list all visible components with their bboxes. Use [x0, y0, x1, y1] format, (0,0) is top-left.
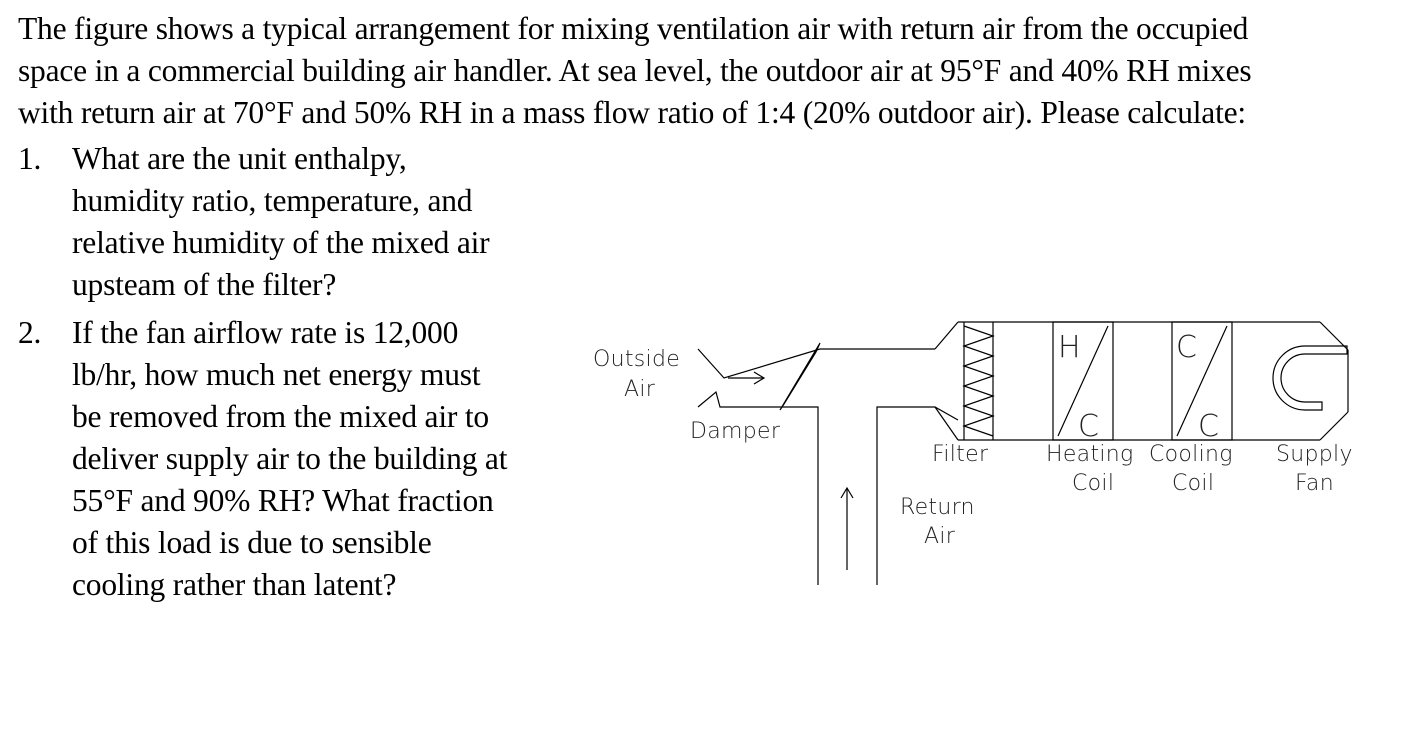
heating-coil-letter-bottom: C — [1078, 409, 1100, 444]
label-cooling-coil-line2: Coil — [1172, 471, 1215, 496]
heating-coil-letter-top: H — [1058, 330, 1081, 365]
casing-end-bottom — [1320, 412, 1348, 440]
problem-intro: The figure shows a typical arrangement for mixing ventilation air with return air from the occupied space in a commercial building air handler. At sea level, the outdoor air at 95°F and 40% RH mixes with return air at 70°F and 50% RH in a mass flow ratio of 1:4 (20% outdoor air). Please calculate: — [18, 11, 1252, 130]
label-return-air-line1: Return — [900, 495, 975, 520]
filter-media — [964, 326, 993, 436]
cooling-coil-letter-top: C — [1176, 330, 1198, 365]
mixing-transition-top — [935, 322, 958, 349]
damper-blade — [780, 343, 820, 410]
question-1-number: 1. — [18, 141, 42, 176]
label-heating-coil-line1: Heating — [1046, 442, 1134, 467]
label-outside-air-line2: Air — [624, 377, 656, 402]
label-supply-fan-line1: Supply — [1276, 442, 1353, 467]
label-filter: Filter — [932, 442, 989, 467]
cooling-coil-letter-bottom: C — [1198, 409, 1220, 444]
mixing-transition-bottom — [935, 407, 958, 440]
label-outside-air-line1: Outside — [593, 347, 681, 372]
question-2-text: If the fan airflow rate is 12,000 lb/hr, how much net energy must be removed from the mixed air to deliver supply air to the building at 55°F and 90% RH? What fraction of this load is due to sensible cooling rather than latent? — [72, 315, 508, 602]
label-return-air-line2: Air — [924, 524, 956, 549]
label-heating-coil-line2: Coil — [1072, 471, 1115, 496]
label-cooling-coil-line1: Cooling — [1149, 442, 1233, 467]
question-2-number: 2. — [18, 315, 42, 350]
supply-fan-housing — [1273, 346, 1347, 410]
label-supply-fan-line2: Fan — [1295, 471, 1334, 496]
question-1-text: What are the unit enthalpy, humidity ratio, temperature, and relative humidity of the mixed air upsteam of the filter? — [72, 141, 490, 302]
label-damper: Damper — [690, 419, 781, 444]
